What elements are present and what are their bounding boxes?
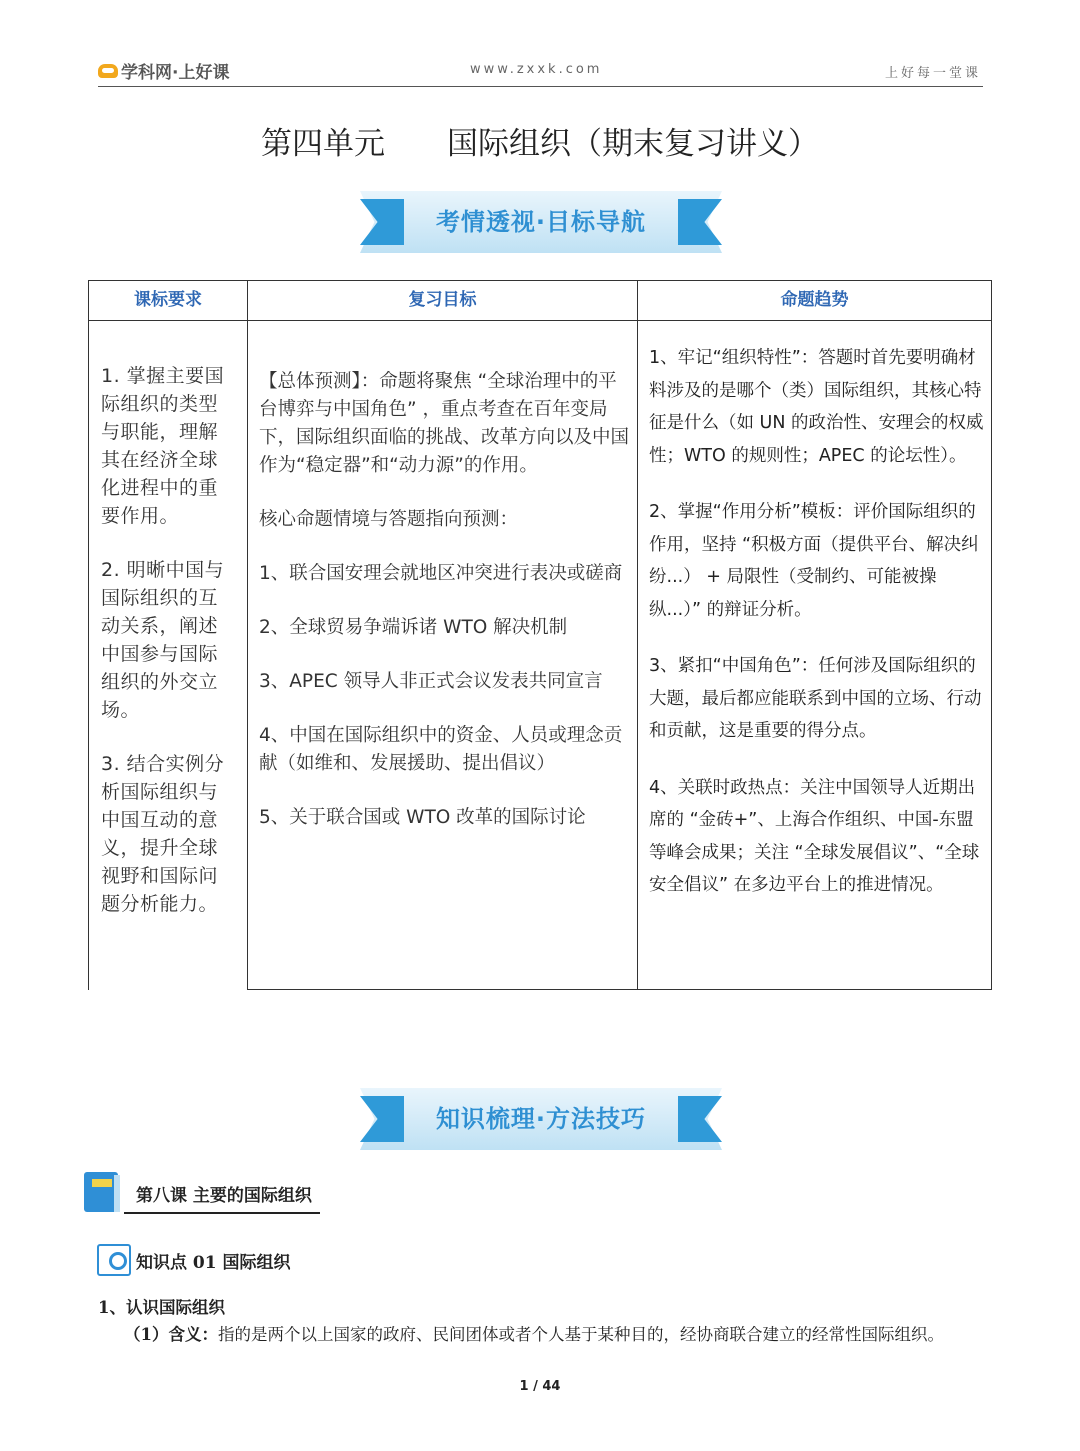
table-col-divider-1 xyxy=(247,280,248,990)
banner-title: 知识梳理·方法技巧 xyxy=(435,1105,647,1133)
page-header xyxy=(98,56,983,87)
table-border-right xyxy=(991,280,992,990)
logo-text: 学科网·上好课 xyxy=(121,63,230,83)
goal-item: 2、全球贸易争端诉诸 WTO 解决机制 xyxy=(259,617,568,638)
brand-logo[interactable] xyxy=(98,58,229,83)
book-icon xyxy=(84,1172,118,1212)
goal-item: 核心命题情境与答题指向预测： xyxy=(259,509,519,530)
table-cell-requirements xyxy=(101,362,235,944)
definition-label: （1）含义： xyxy=(124,1325,218,1344)
page-title: 第四单元 国际组织（期末复习讲义） xyxy=(261,126,819,162)
section-banner-knowledge xyxy=(360,1088,722,1150)
table-border-bottom xyxy=(247,989,992,990)
section-heading: 1、认识国际组织 xyxy=(98,1298,225,1317)
page-number: 1 / 44 xyxy=(519,1379,561,1394)
definition-paragraph xyxy=(98,1320,983,1349)
section-banner-exam-overview xyxy=(360,191,722,253)
lesson-underline xyxy=(124,1212,320,1214)
knowledge-point-title: 知识点 01 国际组织 xyxy=(136,1253,291,1273)
lesson-title: 第八课 主要的国际组织 xyxy=(136,1186,312,1206)
trend-item: 4、关联时政热点：关注中国领导人近期出席的 “金砖+”、上海合作组织、中国-东盟等峰会成果；关注 “全球发展倡议”、“全球安全倡议” 在多边平台上的推进情况。 xyxy=(649,777,980,895)
requirement-item: 1. 掌握主要国际组织的类型与职能，理解其在经济全球化进程中的重要作用。 xyxy=(101,365,225,527)
goal-item: 3、APEC 领导人非正式会议发表共同宣言 xyxy=(259,671,603,692)
requirement-item: 2. 明晰中国与国际组织的互动关系，阐述中国参与国际组织的外交立场。 xyxy=(101,559,225,721)
trend-item: 2、掌握“作用分析”模板：评价国际组织的作用，坚持 “积极方面（提供平台、解决纠纷...） + 局限性（受制约、可能被操纵...）” 的辩证分析。 xyxy=(649,502,979,620)
table-cell-trends xyxy=(649,342,985,926)
table-header-divider xyxy=(88,320,992,321)
trend-item: 1、牢记“组织特性”：答题时首先要明确材料涉及的是哪个（类）国际组织，其核心特征是什么（如 UN 的政治性、安理会的权威性；WTO 的规则性；APEC 的论坛性）。 xyxy=(649,348,984,466)
table-col-divider-2 xyxy=(637,280,638,990)
table-border-left xyxy=(88,280,89,990)
goal-item: 【总体预测】：命题将聚焦 “全球治理中的平台博弈与中国角色” ，重点考查在百年变局下，国际组织面临的挑战、改革方向以及中国作为“稳定器”和“动力源”的作用。 xyxy=(259,371,630,476)
trend-item: 3、紧扣“中国角色”：任何涉及国际组织的大题，最后都应能联系到中国的立场、行动和贡献，这是重要的得分点。 xyxy=(649,656,982,741)
table-cell-review-goals xyxy=(259,368,629,858)
goal-item: 4、中国在国际组织中的资金、人员或理念贡献（如维和、发展援助、提出倡议） xyxy=(259,725,623,774)
goal-item: 1、联合国安理会就地区冲突进行表决或磋商 xyxy=(259,563,623,584)
definition-text: 指的是两个以上国家的政府、民间团体或者个人基于某种目的，经协商联合建立的经常性国际组织。 xyxy=(217,1325,944,1344)
magnifier-icon xyxy=(97,1244,131,1276)
slogan: 上好每一堂课 xyxy=(884,66,981,81)
logo-icon xyxy=(98,64,118,78)
requirement-item: 3. 结合实例分析国际组织与中国互动的意义，提升全球视野和国际问题分析能力。 xyxy=(101,753,225,915)
table-header-trends: 命题趋势 xyxy=(780,290,849,310)
table-header-review-goals: 复习目标 xyxy=(408,290,477,310)
site-url[interactable]: www.zxxk.com xyxy=(470,62,603,77)
banner-title: 考情透视·目标导航 xyxy=(435,208,647,236)
table-header-requirements: 课标要求 xyxy=(134,290,202,310)
goal-item: 5、关于联合国或 WTO 改革的国际讨论 xyxy=(259,807,586,828)
